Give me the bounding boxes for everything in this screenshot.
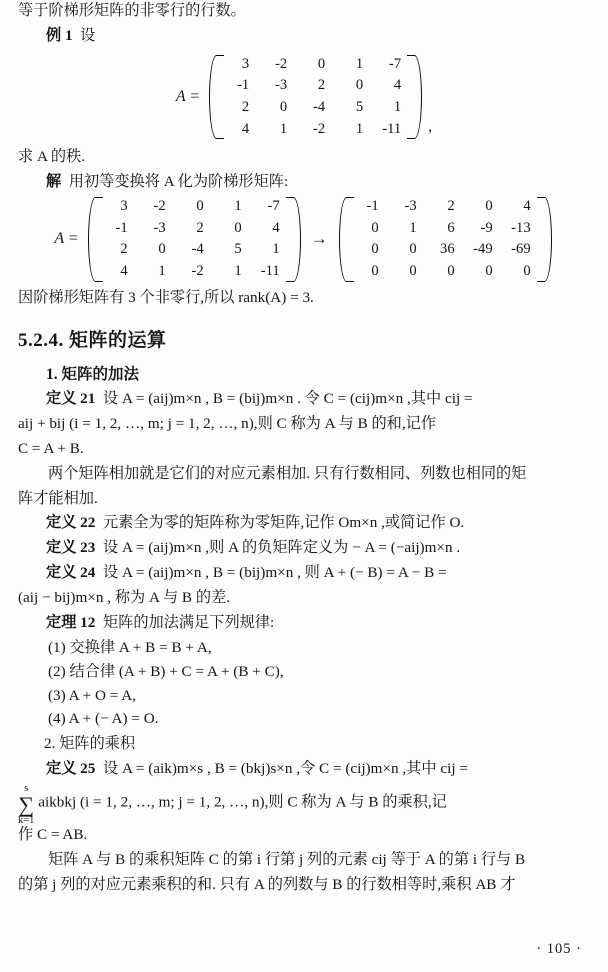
table-row (99, 218, 289, 240)
cell: -2 (312, 120, 326, 137)
matrix-2-block (0, 196, 608, 283)
cell: 0 (317, 55, 326, 72)
cell: 0 (279, 98, 288, 115)
table-row (350, 196, 540, 218)
cell: -11 (260, 263, 280, 279)
cell: 2 (241, 98, 250, 115)
example-text: 设 (80, 26, 96, 44)
definition-25 (0, 758, 608, 781)
cell: 0 (196, 197, 204, 214)
cell: 1 (272, 241, 280, 258)
cell: 0 (447, 263, 455, 279)
cell: 5 (355, 98, 364, 115)
table-row (99, 261, 289, 283)
list-item: (3) A + O = A, (48, 686, 137, 704)
theorem-12-label: 定理 12 (46, 613, 96, 631)
cell: 0 (485, 197, 493, 214)
cell: 6 (447, 219, 455, 236)
cell: 0 (485, 263, 493, 279)
right-paren-icon (543, 196, 554, 283)
cell: -2 (191, 263, 204, 279)
paragraph-after-25-line1: 矩阵 A 与 B 的乘积矩阵 C 的第 i 行第 j 列的元素 cij 等于 A 的第 i 行与 B (48, 850, 526, 868)
table-row (350, 218, 540, 240)
definition-23-text: 设 A = (aij)m×n ,则 A 的负矩阵定义为 − A = (−aij)m×n . (102, 539, 461, 557)
matrix-2-lhs: A = (54, 230, 79, 248)
matrix-2b (336, 196, 554, 283)
table-row (99, 196, 289, 218)
subsection-heading-addition: 1. 矩阵的加法 (46, 366, 140, 384)
cell: 5 (234, 241, 242, 258)
table-row (220, 54, 410, 76)
summation-symbol (18, 784, 34, 826)
cell: 1 (355, 120, 364, 137)
cell: -1 (115, 219, 128, 236)
subsection-heading-product-label: 2. 矩阵的乘积 (44, 734, 136, 752)
sum-upper-limit: s (24, 783, 29, 795)
cell: -3 (274, 77, 288, 94)
cell: -13 (511, 219, 531, 236)
cell: -7 (388, 55, 402, 72)
right-paren-icon (413, 54, 424, 141)
cell: -1 (236, 77, 250, 94)
definition-21-label: 定义 21 (46, 390, 96, 408)
solution-label: 解 (46, 173, 62, 191)
cell: 0 (409, 263, 417, 279)
definition-21-line2: aij + bij (i = 1, 2, …, m; j = 1, 2, …, n),则 C 称为 A 与 B 的和,记作 (18, 415, 437, 433)
sum-lower-limit: k=1 (18, 814, 35, 826)
definition-24 (0, 562, 608, 585)
cell: -4 (312, 98, 326, 115)
example-line (0, 25, 608, 48)
top-line: 等于阶梯形矩阵的非零行的行数。 (18, 2, 246, 19)
cell: 0 (234, 219, 242, 236)
cell: -69 (511, 241, 531, 258)
definition-21 (0, 388, 608, 411)
cell: 2 (317, 77, 326, 94)
transform-arrow-icon: → (310, 229, 328, 249)
definition-23 (0, 537, 608, 560)
ask-line: 求 A 的秩. (18, 148, 86, 166)
list-item: (4) A + (− A) = O. (48, 710, 159, 728)
cell: -49 (473, 241, 493, 258)
list-item: (1) 交换律 A + B = B + A, (48, 639, 212, 657)
left-paren-icon (206, 54, 217, 141)
left-paren-icon (336, 196, 347, 283)
cell: -3 (404, 197, 417, 214)
cell: 0 (371, 241, 379, 258)
cell: -7 (267, 197, 280, 214)
definition-24-label: 定义 24 (46, 564, 96, 582)
definition-24-line1: 设 A = (aij)m×n , B = (bij)m×n , 则 A + (− B) = A − B = (102, 564, 447, 582)
cell: 4 (241, 120, 250, 137)
definition-21-line1: 设 A = (aij)m×n , B = (bij)m×n . 令 C = (cij)m×n ,其中 cij = (102, 390, 473, 408)
cell: -9 (480, 219, 493, 236)
cell: 2 (447, 197, 455, 214)
table-row (99, 239, 289, 261)
cell: 3 (120, 197, 128, 214)
definition-22 (0, 512, 608, 535)
definition-25-label: 定义 25 (46, 759, 96, 777)
example-label: 例 1 (46, 26, 73, 44)
matrix-1-trailing: , (428, 118, 433, 136)
paragraph-after-25-line2: 的第 j 列的对应元素乘积的和. 只有 A 的列数与 B 的行数相等时,乘积 AB 才 (18, 875, 516, 893)
cell: -1 (366, 197, 379, 214)
cell: 4 (272, 219, 280, 236)
cell: 36 (440, 241, 455, 258)
definition-25-line1: 设 A = (aik)m×s , B = (bkj)s×n ,令 C = (cij)m×n ,其中 cij = (102, 759, 468, 777)
solution-text: 用初等变换将 A 化为阶梯形矩阵: (68, 173, 289, 191)
cell: -3 (153, 219, 166, 236)
table-row (350, 239, 540, 261)
definition-22-label: 定义 22 (46, 514, 96, 532)
cell: 0 (523, 263, 531, 279)
cell: -2 (274, 55, 288, 72)
table-row (350, 261, 540, 283)
cell: -11 (382, 120, 402, 137)
solution-line (0, 171, 608, 194)
definition-21-line3: C = A + B. (18, 440, 84, 458)
definition-22-text: 元素全为零的矩阵称为零矩阵,记作 Om×n ,或简记作 O. (102, 514, 465, 532)
theorem-12-list (0, 636, 608, 730)
matrix-1-lhs: A = (175, 87, 201, 105)
cell: 0 (371, 219, 379, 236)
cell: 0 (409, 241, 417, 258)
definition-25-sum-line (0, 782, 608, 824)
section-heading: 5.2.4. 矩阵的运算 (18, 330, 167, 352)
matrix-2a (85, 196, 303, 283)
cell: 3 (241, 55, 250, 72)
cell: 2 (120, 241, 128, 258)
cell: 0 (355, 77, 364, 94)
definition-25-line3: 作 C = AB. (18, 826, 88, 844)
cell: 1 (409, 219, 417, 236)
left-paren-icon (85, 196, 96, 283)
page-number: · 105 · (536, 941, 582, 957)
cell: 1 (279, 120, 288, 137)
subsection-heading-product (0, 733, 608, 756)
cell: 4 (120, 263, 128, 279)
cell: -2 (153, 197, 166, 214)
table-row (220, 75, 410, 97)
matrix-1-block (0, 54, 608, 141)
matrix-1 (206, 54, 424, 141)
theorem-12-text: 矩阵的加法满足下列规律: (102, 613, 275, 631)
cell: 1 (234, 197, 242, 214)
cell: 0 (158, 241, 166, 258)
cell: 4 (523, 197, 531, 214)
right-paren-icon (292, 196, 303, 283)
cell: 1 (234, 263, 242, 279)
cell: 1 (355, 55, 364, 72)
conclusion-line: 因阶梯形矩阵有 3 个非零行,所以 rank(A) = 3. (18, 288, 314, 306)
cell: 0 (371, 263, 379, 279)
cell: 1 (393, 98, 402, 115)
sigma-icon: ∑ (18, 791, 35, 817)
definition-23-label: 定义 23 (46, 539, 96, 557)
definition-25-line2: aikbkj (i = 1, 2, …, m; j = 1, 2, …, n),则 C 称为 A 与 B 的乘积,记 (38, 793, 447, 811)
table-row (220, 97, 410, 119)
list-item: (2) 结合律 (A + B) + C = A + (B + C), (48, 663, 284, 681)
cell: 4 (393, 77, 402, 94)
cell: 1 (158, 263, 166, 279)
table-row (220, 119, 410, 141)
theorem-12 (0, 612, 608, 635)
cell: 2 (196, 219, 204, 236)
cell: -4 (191, 241, 204, 258)
paragraph-after-21-line1: 两个矩阵相加就是它们的对应元素相加. 只有行数相同、列数也相同的矩 (48, 464, 527, 482)
definition-24-line2: (aij − bij)m×n , 称为 A 与 B 的差. (18, 588, 231, 606)
paragraph-after-21-line2: 阵才能相加. (18, 489, 98, 507)
